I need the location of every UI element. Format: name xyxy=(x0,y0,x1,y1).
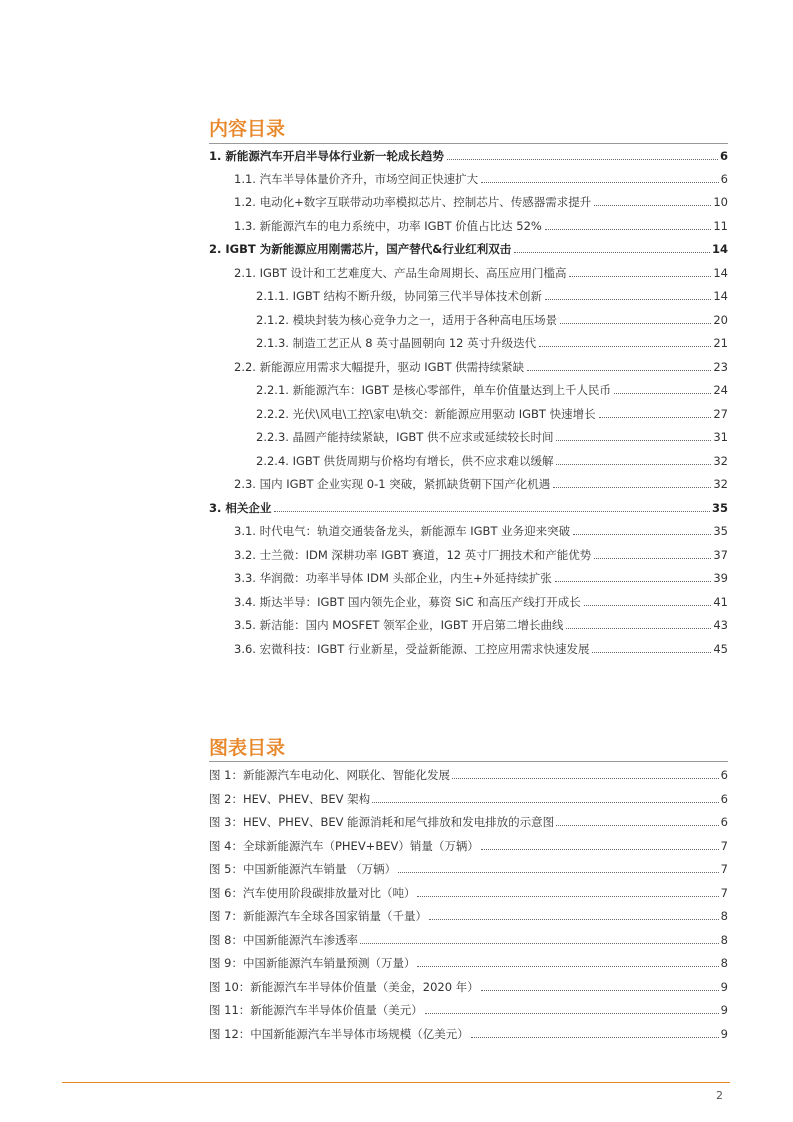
toc-entry[interactable] xyxy=(234,354,728,374)
toc-entry[interactable] xyxy=(234,518,728,538)
toc-entry[interactable] xyxy=(234,542,728,562)
toc-entry-title: 2.1.2. 模块封装为核心竞争力之一，适用于各种高电压场景 xyxy=(256,313,558,327)
toc-entry-page: 14 xyxy=(713,289,728,303)
leader-dots xyxy=(545,299,711,300)
figure-entry[interactable] xyxy=(209,786,728,806)
leader-dots xyxy=(398,872,719,873)
toc-entry-title: 3.2. 士兰微：IDM 深耕功率 IGBT 赛道，12 英寸厂拥技术和产能优势 xyxy=(234,548,592,562)
toc-entry-title: 2.2.3. 晶圆产能持续紧缺，IGBT 供不应求或延续较长时间 xyxy=(256,430,554,444)
toc-entry-title: 2.2.1. 新能源汽车：IGBT 是核心零部件，单车价值量达到上千人民币 xyxy=(256,383,611,397)
toc-entry-page: 32 xyxy=(713,454,728,468)
leader-dots xyxy=(447,159,718,160)
toc-entry-page: 20 xyxy=(713,313,728,327)
toc-entry-title: 3. 相关企业 xyxy=(209,501,272,515)
figure-entry-title: 图 6：汽车使用阶段碳排放量对比（吨） xyxy=(209,886,416,900)
toc-entry-title: 2.1. IGBT 设计和工艺难度大、产品生命周期长、高压应用门槛高 xyxy=(234,266,567,280)
toc-entry[interactable] xyxy=(234,612,728,632)
figure-entry-page: 7 xyxy=(720,886,728,900)
leader-dots xyxy=(566,628,711,629)
figure-entry[interactable] xyxy=(209,809,728,829)
toc-entry-page: 11 xyxy=(713,219,728,233)
figure-entry[interactable] xyxy=(209,1021,728,1041)
leader-dots xyxy=(452,778,719,779)
figure-entry-title: 图 7：新能源汽车全球各国家销量（千量） xyxy=(209,909,427,923)
toc-entry-page: 10 xyxy=(713,195,728,209)
figure-entry[interactable] xyxy=(209,997,728,1017)
leader-dots xyxy=(481,849,719,850)
toc-entry[interactable] xyxy=(256,424,728,444)
leader-dots xyxy=(429,919,719,920)
leader-dots xyxy=(545,229,712,230)
toc-entry-page: 31 xyxy=(713,430,728,444)
toc-entry-page: 14 xyxy=(711,242,728,256)
toc-entry[interactable] xyxy=(209,143,728,163)
toc-entry-page: 43 xyxy=(713,618,728,632)
leader-dots xyxy=(514,252,710,253)
leader-dots xyxy=(553,487,711,488)
leader-dots xyxy=(555,581,712,582)
toc-entry[interactable] xyxy=(234,260,728,280)
figure-entry-title: 图 9：中国新能源汽车销量预测（万量） xyxy=(209,956,416,970)
toc-entry[interactable] xyxy=(234,471,728,491)
leader-dots xyxy=(573,534,711,535)
leader-dots xyxy=(481,990,719,991)
toc-entry-title: 1.2. 电动化+数字互联带动功率模拟芯片、控制芯片、传感器需求提升 xyxy=(234,195,592,209)
figure-entry-page: 8 xyxy=(720,909,728,923)
toc-entry-page: 37 xyxy=(713,548,728,562)
toc-entry-title: 2. IGBT 为新能源应用刚需芯片，国产替代&行业红利双击 xyxy=(209,242,512,256)
figure-entry-page: 8 xyxy=(720,956,728,970)
leader-dots xyxy=(274,511,710,512)
toc-entry-page: 41 xyxy=(713,595,728,609)
toc-entry-title: 3.4. 斯达半导：IGBT 国内领先企业，募资 SiC 和高压产线打开成长 xyxy=(234,595,581,609)
figure-entry-title: 图 10：新能源汽车半导体价值量（美金，2020 年） xyxy=(209,980,479,994)
toc-entry-page: 32 xyxy=(713,477,728,491)
figure-entry[interactable] xyxy=(209,903,728,923)
toc-entry[interactable] xyxy=(234,589,728,609)
leader-dots xyxy=(556,825,719,826)
figure-entry-page: 9 xyxy=(720,1003,728,1017)
figure-entry-page: 9 xyxy=(720,1027,728,1041)
toc-entry-title: 3.6. 宏微科技：IGBT 行业新星，受益新能源、工控应用需求快速发展 xyxy=(234,642,590,656)
toc-entry[interactable] xyxy=(234,636,728,656)
toc-entry[interactable] xyxy=(256,377,728,397)
figure-entry[interactable] xyxy=(209,856,728,876)
toc-entry[interactable] xyxy=(256,283,728,303)
figure-entry-title: 图 2：HEV、PHEV、BEV 架构 xyxy=(209,792,371,806)
toc-entry[interactable] xyxy=(209,495,728,515)
toc-entry[interactable] xyxy=(256,307,728,327)
toc-entry[interactable] xyxy=(234,189,728,209)
leader-dots xyxy=(417,896,718,897)
toc-entry-page: 6 xyxy=(719,149,728,163)
toc-entry-title: 3.5. 新洁能：国内 MOSFET 领军企业，IGBT 开启第二增长曲线 xyxy=(234,618,564,632)
figure-entry-title: 图 1：新能源汽车电动化、网联化、智能化发展 xyxy=(209,768,450,782)
toc-entry-title: 2.2. 新能源应用需求大幅提升，驱动 IGBT 供需持续紧缺 xyxy=(234,360,525,374)
toc-entry-page: 24 xyxy=(713,383,728,397)
leader-dots xyxy=(599,417,712,418)
figure-entry[interactable] xyxy=(209,974,728,994)
figure-entry[interactable] xyxy=(209,880,728,900)
figure-entry[interactable] xyxy=(209,950,728,970)
toc-entry-page: 27 xyxy=(713,407,728,421)
leader-dots xyxy=(372,802,719,803)
toc-entry-title: 1.3. 新能源汽车的电力系统中，功率 IGBT 价值占比达 52% xyxy=(234,219,542,233)
toc-entry-title: 1.1. 汽车半导体量价齐升，市场空间正快速扩大 xyxy=(234,172,479,186)
figure-entry-title: 图 12：中国新能源汽车半导体市场规模（亿美元） xyxy=(209,1027,469,1041)
toc-entry-title: 3.3. 华润微：功率半导体 IDM 头部企业，内生+外延持续扩张 xyxy=(234,571,552,585)
leader-dots xyxy=(471,1037,719,1038)
leader-dots xyxy=(569,276,711,277)
toc-entry-page: 35 xyxy=(713,524,728,538)
figure-entry[interactable] xyxy=(209,927,728,947)
figure-entry-title: 图 3：HEV、PHEV、BEV 能源消耗和尾气排放和发电排放的示意图 xyxy=(209,815,555,829)
toc-entry-page: 23 xyxy=(713,360,728,374)
leader-dots xyxy=(360,943,719,944)
leader-dots xyxy=(417,966,718,967)
figure-entry-page: 6 xyxy=(720,792,728,806)
toc-entry-page: 39 xyxy=(713,571,728,585)
toc-heading: 内容目录 xyxy=(209,118,286,140)
toc-entry[interactable] xyxy=(256,330,728,350)
toc-entry-page: 14 xyxy=(713,266,728,280)
footer-rule xyxy=(62,1082,730,1083)
toc-entry-page: 21 xyxy=(713,336,728,350)
figure-entry-page: 9 xyxy=(720,980,728,994)
leader-dots xyxy=(527,370,711,371)
toc-entry-title: 2.1.1. IGBT 结构不断升级，协同第三代半导体技术创新 xyxy=(256,289,542,303)
toc-entry-title: 1. 新能源汽车开启半导体行业新一轮成长趋势 xyxy=(209,149,444,163)
figures-heading: 图表目录 xyxy=(209,737,286,759)
figure-entry-page: 6 xyxy=(720,768,728,782)
toc-entry-title: 2.3. 国内 IGBT 企业实现 0-1 突破，紧抓缺货朝下国产化机遇 xyxy=(234,477,551,491)
toc-entry[interactable] xyxy=(234,213,728,233)
toc-entry-page: 6 xyxy=(720,172,728,186)
leader-dots xyxy=(594,205,711,206)
toc-entry-title: 2.2.2. 光伏\风电\工控\家电\轨交：新能源应用驱动 IGBT 快速增长 xyxy=(256,407,596,421)
figure-entry-page: 6 xyxy=(720,815,728,829)
leader-dots xyxy=(614,393,711,394)
leader-dots xyxy=(556,440,711,441)
toc-entry-title: 2.1.3. 制造工艺正从 8 英寸晶圆朝向 12 英寸升级迭代 xyxy=(256,336,537,350)
leader-dots xyxy=(592,652,711,653)
toc-entry-title: 2.2.4. IGBT 供货周期与价格均有增长，供不应求难以缓解 xyxy=(256,454,554,468)
leader-dots xyxy=(481,182,719,183)
figure-entry-page: 8 xyxy=(720,933,728,947)
figure-entry[interactable] xyxy=(209,762,728,782)
figure-entry-title: 图 11：新能源汽车半导体价值量（美元） xyxy=(209,1003,423,1017)
toc-entry-page: 35 xyxy=(711,501,728,515)
toc-entry[interactable] xyxy=(234,565,728,585)
leader-dots xyxy=(560,323,711,324)
figure-entry[interactable] xyxy=(209,833,728,853)
leader-dots xyxy=(584,605,712,606)
toc-entry[interactable] xyxy=(209,236,728,256)
leader-dots xyxy=(594,558,711,559)
toc-entry[interactable] xyxy=(256,448,728,468)
page-number: 2 xyxy=(716,1089,723,1102)
toc-entry-page: 45 xyxy=(713,642,728,656)
toc-entry-title: 3.1. 时代电气：轨道交通装备龙头，新能源车 IGBT 业务迎来突破 xyxy=(234,524,571,538)
leader-dots xyxy=(539,346,711,347)
figure-entry-page: 7 xyxy=(720,862,728,876)
leader-dots xyxy=(556,464,711,465)
figure-entry-title: 图 4：全球新能源汽车（PHEV+BEV）销量（万辆） xyxy=(209,839,479,853)
figure-entry-title: 图 5：中国新能源汽车销量 （万辆） xyxy=(209,862,397,876)
figure-entry-page: 7 xyxy=(720,839,728,853)
leader-dots xyxy=(425,1013,719,1014)
toc-entry[interactable] xyxy=(256,401,728,421)
toc-entry[interactable] xyxy=(234,166,728,186)
figure-entry-title: 图 8：中国新能源汽车渗透率 xyxy=(209,933,358,947)
